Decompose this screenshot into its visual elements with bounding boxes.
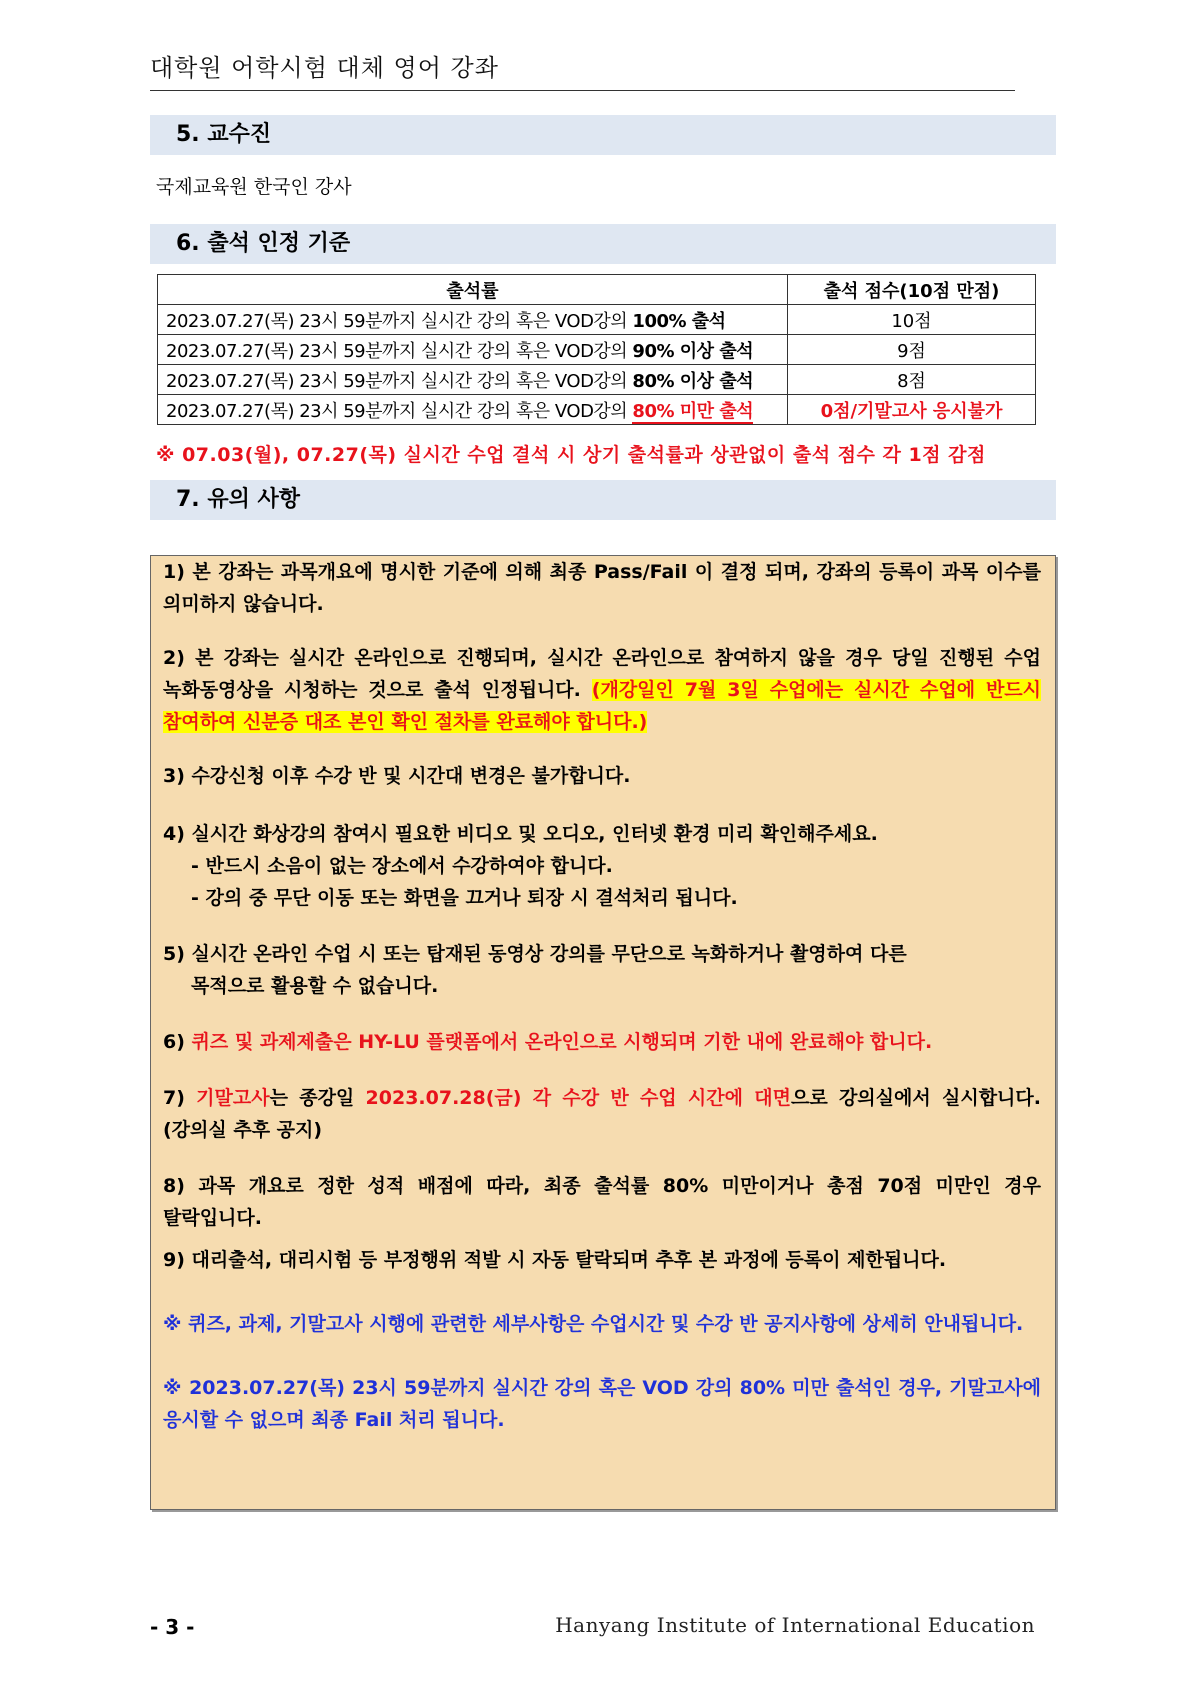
note-4-sub-b: - 강의 중 무단 이동 또는 화면을 끄거나 퇴장 시 결석처리 됩니다. <box>191 887 738 909</box>
note-blue-1: ※ 퀴즈, 과제, 기말고사 시행에 관련한 세부사항은 수업시간 및 수강 반 공지사항에 상세히 안내됩니다. <box>163 1313 1024 1335</box>
attendance-rate: 90% 이상 출석 <box>632 340 754 362</box>
section-5-title: 5. 교수진 <box>150 115 1056 155</box>
attendance-cell <box>158 335 788 365</box>
attendance-cell <box>158 305 788 335</box>
note-2-text: 2) 본 강좌는 실시간 온라인으로 진행되며, 실시간 온라인으로 참여하지 않을 경우 당일 진행된 수업 녹화동영상을 시청하는 것으로 출석 인정됩니다. <box>163 647 1041 701</box>
note-5 <box>163 938 1041 1002</box>
attendance-cell <box>158 365 788 395</box>
attendance-rate: 80% 이상 출석 <box>632 370 754 392</box>
attendance-notice: ※ 07.03(월), 07.27(목) 실시간 수업 결석 시 상기 출석률과 상관없이 출석 점수 각 1점 감점 <box>156 444 986 466</box>
section-7-title: 7. 유의 사항 <box>150 480 1056 520</box>
note-4-text: 4) 실시간 화상강의 참여시 필요한 비디오 및 오디오, 인터넷 환경 미리 확인해주세요. <box>163 823 878 845</box>
note-5-line-2: 목적으로 활용할 수 없습니다. <box>191 975 439 997</box>
table-row <box>158 395 1036 425</box>
table-header-row <box>158 275 1036 305</box>
footer-org: Hanyang Institute of International Education <box>555 1613 1035 1637</box>
score-cell: 9점 <box>788 335 1036 365</box>
note-2 <box>163 642 1041 738</box>
note-5-line-1: 5) 실시간 온라인 수업 시 또는 탑재된 동영상 강의를 무단으로 녹화하거나 촬영하여 다른 <box>163 943 907 965</box>
table-row <box>158 365 1036 395</box>
note-7-final-exam: 기말고사 <box>196 1087 270 1109</box>
score-cell: 8점 <box>788 365 1036 395</box>
note-7 <box>163 1082 1041 1146</box>
table-row <box>158 335 1036 365</box>
attendance-cell <box>158 395 788 425</box>
score-cell: 10점 <box>788 305 1036 335</box>
attendance-condition: 2023.07.27(목) 23시 59분까지 실시간 강의 혹은 VOD강의 <box>166 340 633 362</box>
header-title: 대학원 어학시험 대체 영어 강좌 <box>150 54 499 82</box>
attendance-table <box>157 274 1036 425</box>
page-number: - 3 - <box>150 1615 195 1639</box>
note-7-text-2: 으로 강의실에서 실시합니다. (강의실 추후 공지) <box>163 1087 1041 1141</box>
col-header-attendance: 출석률 <box>158 275 788 305</box>
attendance-condition: 2023.07.27(목) 23시 59분까지 실시간 강의 혹은 VOD강의 <box>166 400 633 422</box>
note-4-sub-a: - 반드시 소음이 없는 장소에서 수강하여야 합니다. <box>191 855 613 877</box>
note-blue-2: ※ 2023.07.27(목) 23시 59분까지 실시간 강의 혹은 VOD 강의 80% 미만 출석인 경우, 기말고사에 응시할 수 없으며 최종 Fail 처리 됩니다. <box>163 1377 1041 1431</box>
attendance-condition: 2023.07.27(목) 23시 59분까지 실시간 강의 혹은 VOD강의 <box>166 370 633 392</box>
attendance-condition: 2023.07.27(목) 23시 59분까지 실시간 강의 혹은 VOD강의 <box>166 310 633 332</box>
note-2-highlight: (개강일인 7월 3일 수업에는 실시간 수업에 반드시 참여하여 신분증 대조 본인 확인 절차를 완료해야 합니다.) <box>163 679 1041 733</box>
note-3: 3) 수강신청 이후 수강 반 및 시간대 변경은 불가합니다. <box>163 765 631 787</box>
notes-box <box>150 555 1056 1510</box>
section-6-title: 6. 출석 인정 기준 <box>150 224 1056 264</box>
attendance-rate: 100% 출석 <box>632 310 726 332</box>
note-7-number: 7) <box>163 1087 197 1109</box>
note-7-text-1: 는 종강일 <box>269 1087 366 1109</box>
note-6-number: 6) <box>163 1031 192 1053</box>
score-cell: 0점/기말고사 응시불가 <box>788 395 1036 425</box>
attendance-rate: 80% 미만 출석 <box>632 400 754 422</box>
col-header-score: 출석 점수(10점 만점) <box>788 275 1036 305</box>
note-6 <box>163 1026 1041 1058</box>
note-4 <box>163 818 1041 914</box>
note-6-text: 퀴즈 및 과제제출은 HY-LU 플랫폼에서 온라인으로 시행되며 기한 내에 완료해야 합니다. <box>191 1031 933 1053</box>
note-1: 1) 본 강좌는 과목개요에 명시한 기준에 의해 최종 Pass/Fail 이 결정 되며, 강좌의 등록이 과목 이수를 의미하지 않습니다. <box>163 561 1041 615</box>
table-row <box>158 305 1036 335</box>
note-7-exam-date: 2023.07.28(금) 각 수강 반 수업 시간에 대면 <box>365 1087 791 1109</box>
section-5-body: 국제교육원 한국인 강사 <box>156 176 352 198</box>
header-rule <box>150 90 1015 91</box>
note-9: 9) 대리출석, 대리시험 등 부정행위 적발 시 자동 탈락되며 추후 본 과정에 등록이 제한됩니다. <box>163 1249 947 1271</box>
note-8: 8) 과목 개요로 정한 성적 배점에 따라, 최종 출석률 80% 미만이거나 총점 70점 미만인 경우 탈락입니다. <box>163 1175 1041 1229</box>
